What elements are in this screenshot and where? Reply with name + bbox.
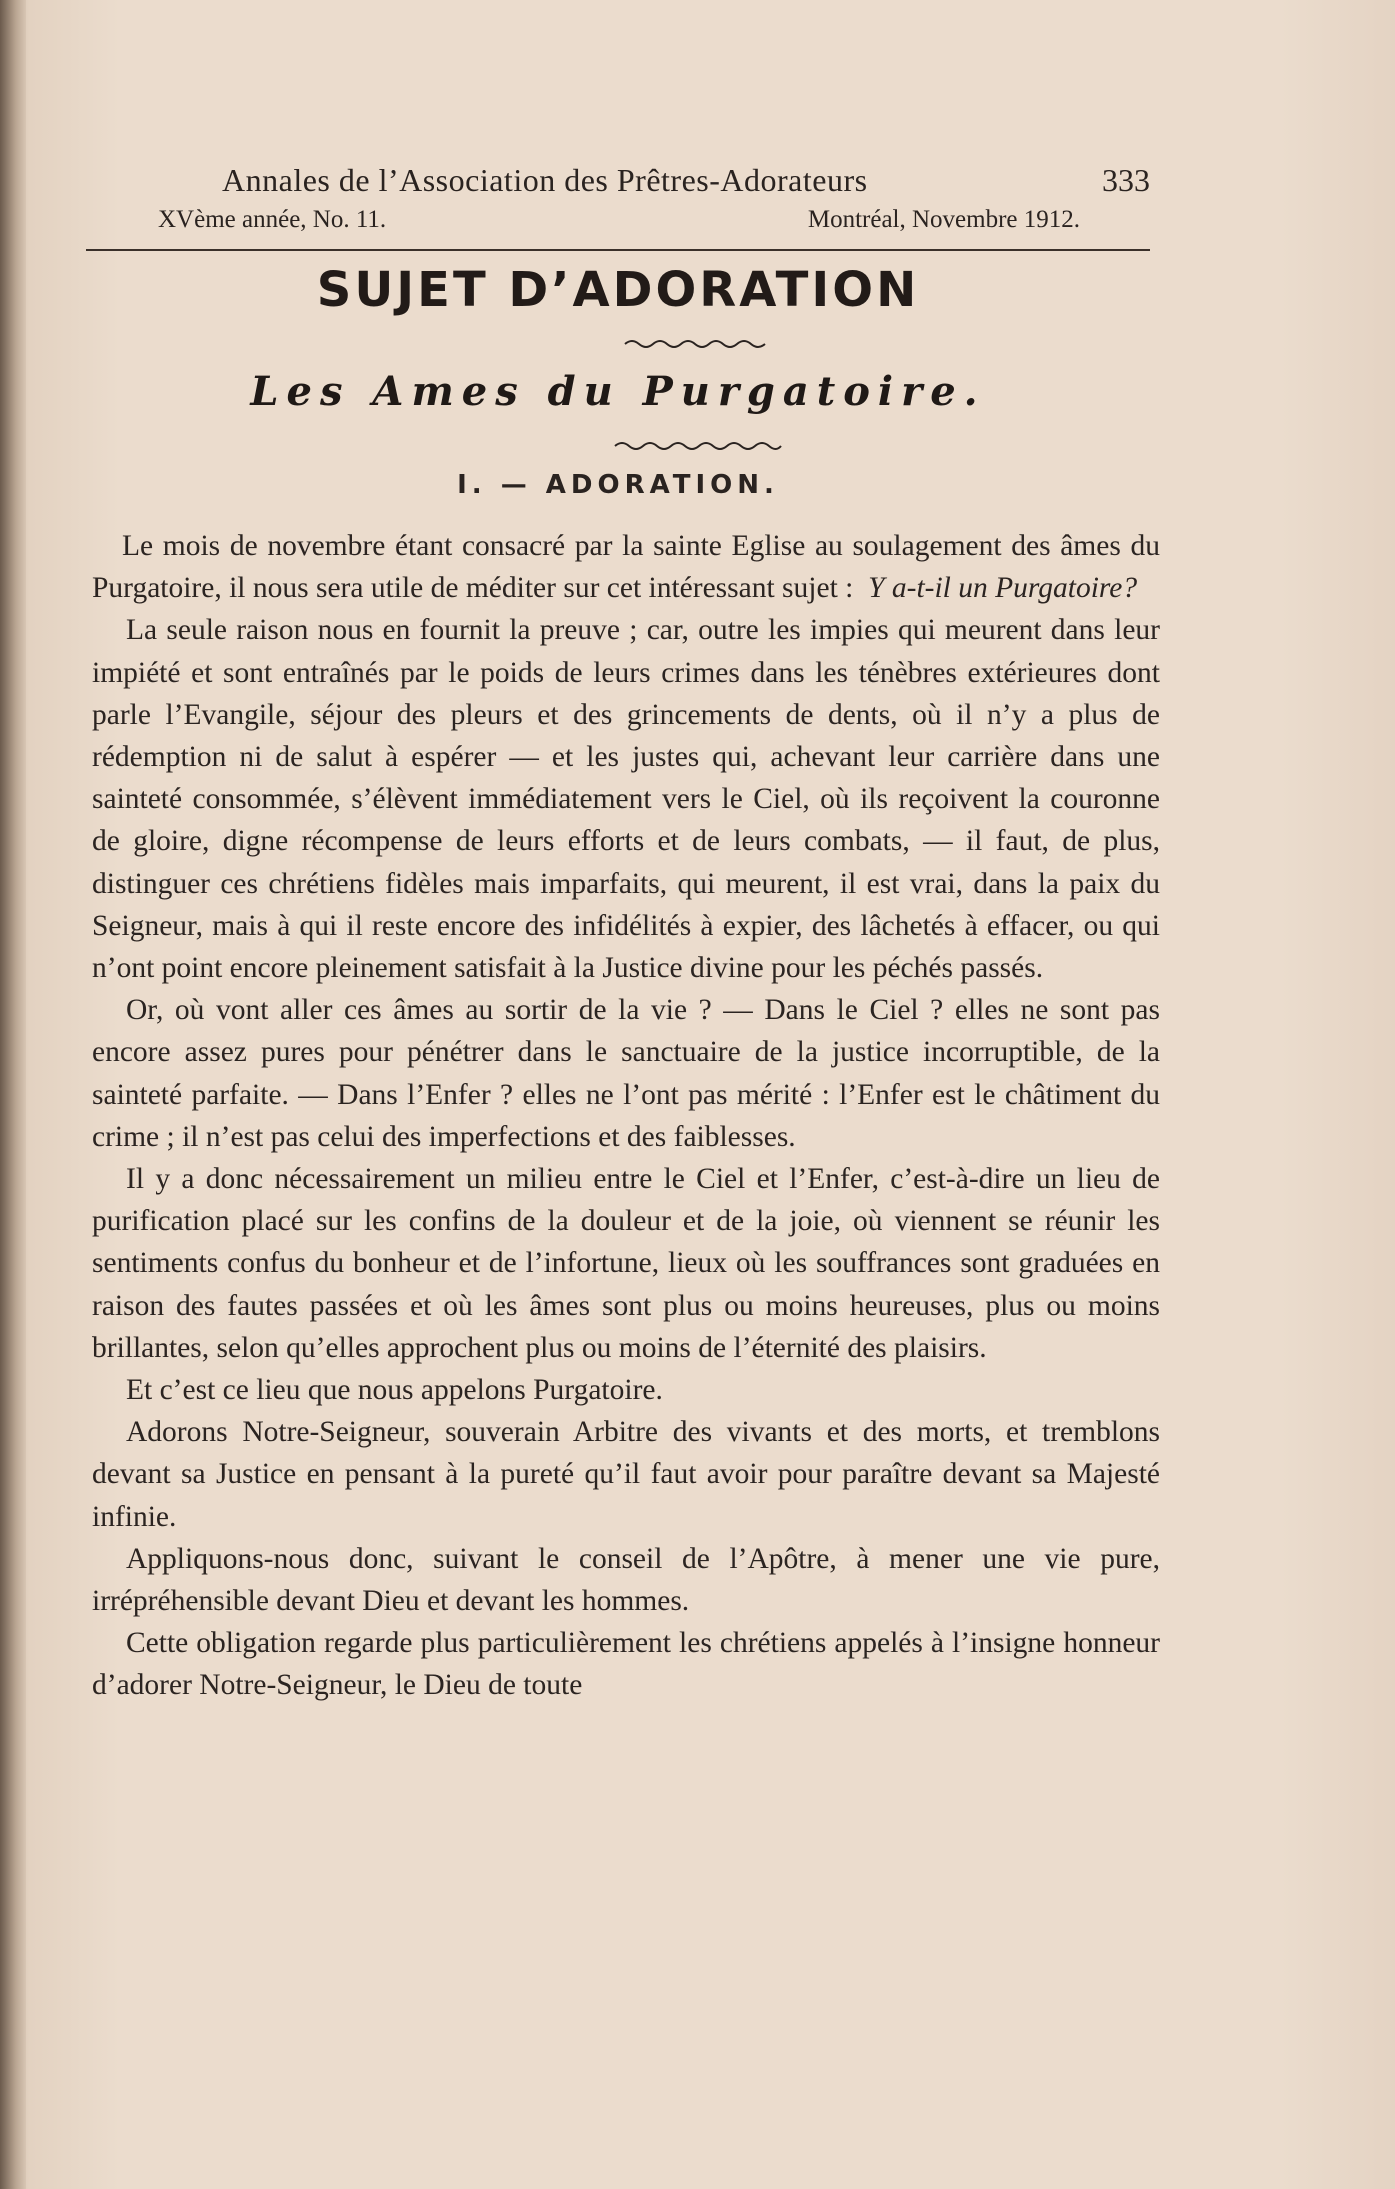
- page-title: SUJET D’ADORATION: [316, 262, 920, 318]
- paragraph: Or, où vont aller ces âmes au sortir de la vie ? — Dans le Ciel ? elles ne sont pas encore assez pures pour pénétrer dans le sanctuaire de la justice incorruptible, de la sainteté parfaite. — Dans l’Enfer ? elles ne l’ont pas mérité : l’Enfer est le châtiment du crime ; il n’est pas celui des imperfections et des faiblesses.: [92, 994, 1160, 1153]
- page-subtitle: Les Ames du Purgatoire.: [250, 368, 986, 415]
- issue-number: XVème année, No. 11.: [158, 206, 387, 233]
- wave-ornament-icon: [613, 439, 783, 453]
- paragraph: La seule raison nous en fournit la preuve ; car, outre les impies qui meurent dans leur impiété et sont entraînés par le poids de leurs crimes dans les ténèbres extérieures dont parle l’Evangile, séjour des pleurs et des grincements de dents, où il n’y a plus de rédemption ni de salut à espérer — et les justes qui, achevant leur carrière dans une sainteté consommée, s’élèvent immédiatement vers le Ciel, où ils reçoivent la couronne de gloire, digne récompense de leurs efforts et de leurs combats, — il faut, de plus, distinguer ces chrétiens fidèles mais imparfaits, qui meurent, il est vrai, dans la paix du Seigneur, mais à qui il reste encore des infidélités à expier, des lâchetés à effacer, ou qui n’ont point encore pleinement satisfait à la Justice divine pour les péchés passés.: [92, 614, 1160, 985]
- wave-ornament-icon: [623, 337, 773, 351]
- paragraph: Cette obligation regarde plus particulièrement les chrétiens appelés à l’insigne honneur d’adorer Notre-Seigneur, le Dieu de toute: [92, 1627, 1160, 1702]
- header-rule: [86, 249, 1150, 251]
- book-spine-edge: [0, 0, 26, 2189]
- paragraph: Il y a donc nécessairement un milieu entre le Ciel et l’Enfer, c’est-à-dire un lieu de purification placé sur les confins de la douleur et de la joie, où viennent se réunir les sentiments confus du bonheur et de l’infortune, lieux où les souffrances sont graduées en raison des fautes passées et où les âmes sont plus ou moins heureuses, plus ou moins brillantes, selon qu’elles approchent plus ou moins de l’éternité des plaisirs.: [92, 1163, 1160, 1364]
- page-number: 333: [1102, 162, 1150, 198]
- journal-title: Annales de l’Association des Prêtres-Adorateurs: [222, 162, 868, 198]
- ornament-wave-top: [0, 336, 1395, 350]
- ornament-wave-bottom: [0, 438, 1395, 452]
- emphasis-question: Y a-t-il un Purgatoire?: [868, 572, 1138, 605]
- paragraph: Et c’est ce lieu que nous appelons Purgatoire.: [126, 1374, 663, 1407]
- paragraph: Appliquons-nous donc, suivant le conseil de l’Apôtre, à mener une vie pure, irrépréhensible devant Dieu et devant les hommes.: [92, 1542, 1160, 1618]
- article-body: [92, 525, 1160, 1707]
- paragraph-text: Le mois de novembre étant consacré par la sainte Eglise au soulagement des âmes du Purgatoire, il nous sera utile de méditer sur cet intéressant sujet :: [92, 530, 1160, 605]
- paragraph: [92, 525, 1160, 609]
- issue-line: [86, 206, 1150, 238]
- paragraph: Adorons Notre-Seigneur, souverain Arbitre des vivants et des morts, et tremblons devant sa Justice en pensant à la pureté qu’il faut avoir pour paraître devant sa Majesté infinie.: [92, 1416, 1160, 1533]
- place-date: Montréal, Novembre 1912.: [807, 206, 1080, 233]
- running-header: [86, 162, 1150, 202]
- section-heading: I. — ADORATION.: [457, 470, 779, 500]
